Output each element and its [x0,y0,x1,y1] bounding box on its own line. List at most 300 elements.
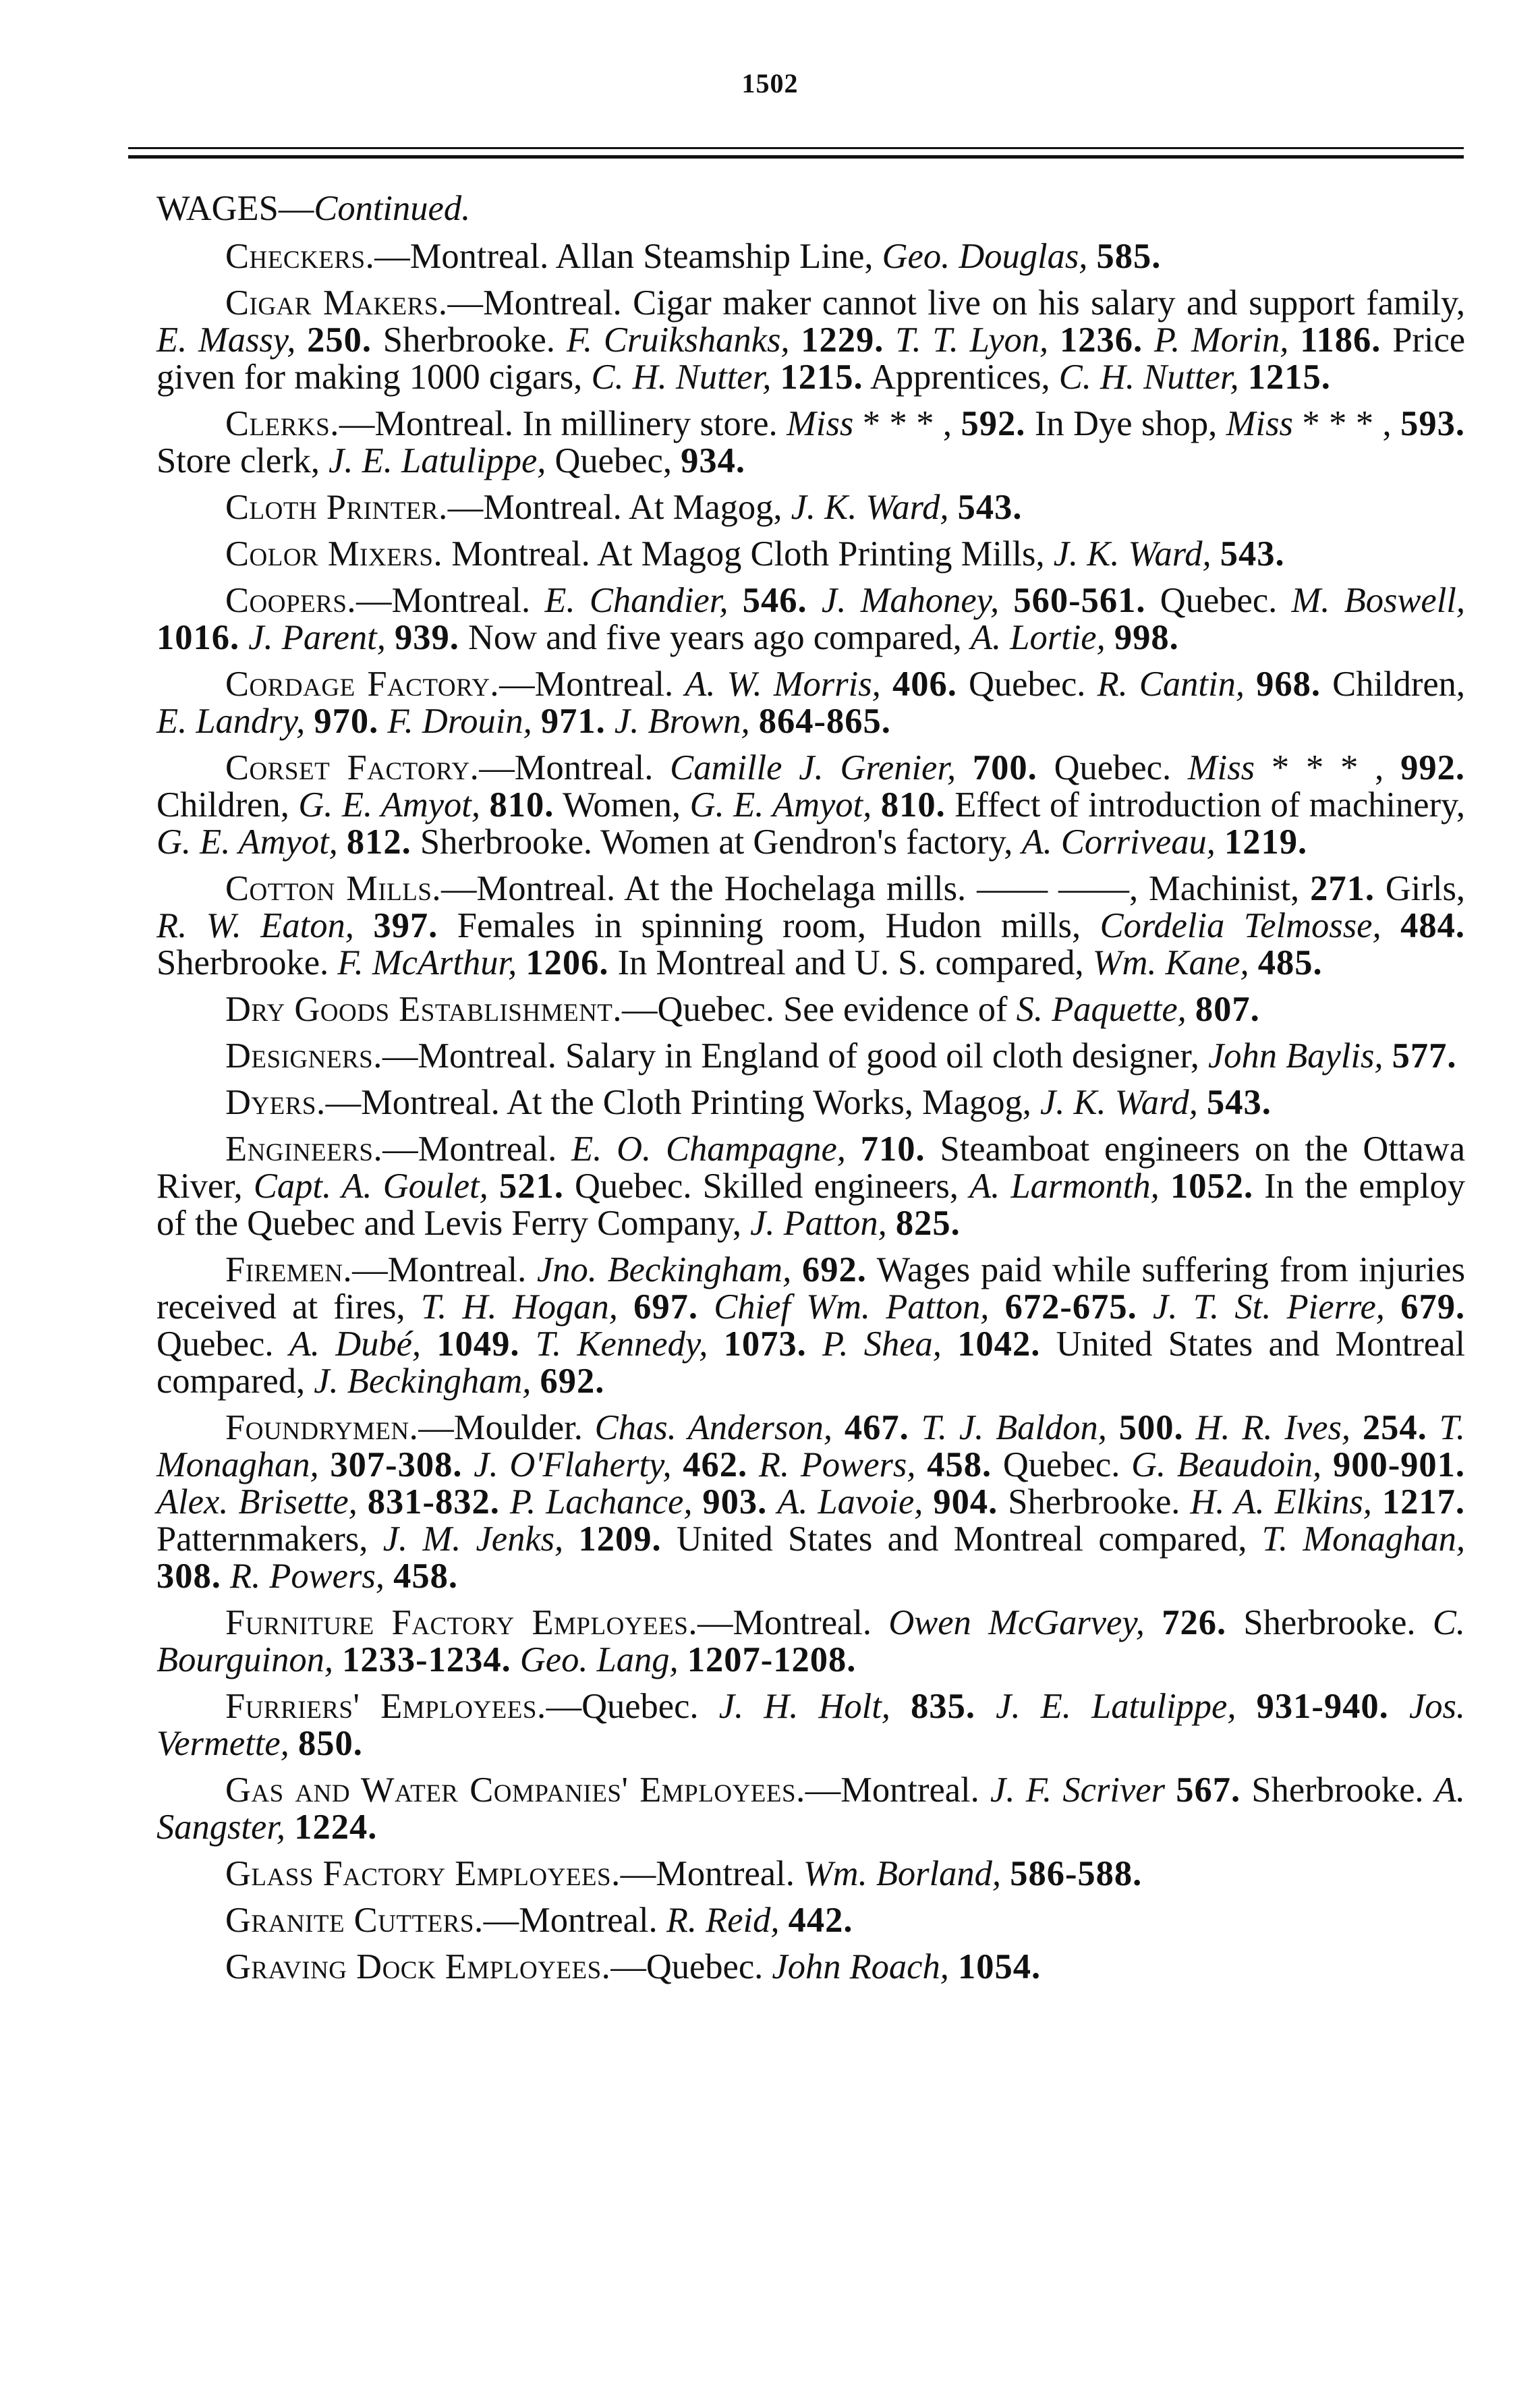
entry-text [999,581,1013,620]
entry-text [1165,1770,1176,1810]
page-reference: 593. [1400,404,1466,443]
witness-name: C. H. Nutter, [1058,358,1239,397]
index-entry-color-mixers [156,536,1465,573]
entry-text [791,1250,802,1289]
index-entry-glass-factory [156,1856,1465,1893]
entry-text: Now and five years ago compared, [459,618,971,657]
witness-name: P. Shea, [822,1325,942,1364]
entry-text: —Moulder. [418,1408,595,1447]
page-reference: 831-832. [367,1482,500,1522]
index-entry-gas-water [156,1772,1465,1846]
entry-text: Females in spinning room, Hudon mills, [438,906,1100,945]
entry-text [1236,1687,1256,1726]
entry-text [1107,1408,1119,1447]
entry-text [285,1808,294,1847]
page-reference: 1233-1234. [342,1640,511,1679]
entry-text [807,1325,822,1364]
witness-name: A. Sangster, [156,1770,1465,1847]
entry-text [916,1445,928,1484]
entry-text: Children, [156,785,299,825]
entry-text [386,618,395,657]
entry-text [563,1519,578,1559]
page-reference: 1224. [294,1808,378,1847]
witness-name: J. K. Ward, [791,488,949,527]
entry-text: Sherbrooke. [156,943,338,982]
page-reference: 807. [1195,990,1260,1029]
page-reference: 1217. [1381,1482,1466,1522]
category-heading: Cloth Printer. [225,488,448,527]
page-reference: 692. [540,1362,605,1401]
entry-text [289,1724,298,1763]
entry-text [517,943,525,982]
witness-name: Capt. A. Goulet, [253,1167,488,1206]
entry-text [767,1482,777,1522]
index-entry-dry-goods [156,991,1465,1028]
page-reference: 546. [742,581,807,620]
entry-text [1245,665,1256,704]
entry-text: Quebec. [1145,581,1292,620]
index-entry-engineers [156,1131,1465,1242]
entry-text [606,702,615,741]
entry-text: —Montreal. [356,581,545,620]
witness-name: F. Cruikshanks, [566,320,790,360]
page-reference: 585. [1096,237,1162,276]
page-reference: 904. [933,1482,998,1522]
witness-name: J. K. Ward, [1039,1083,1198,1122]
index-entry-corset-factory [156,750,1465,861]
witness-name: T. Kennedy, [535,1325,708,1364]
category-heading: Dyers. [225,1083,326,1122]
witness-name: H. A. Elkins, [1190,1482,1372,1522]
entry-text: Patternmakers, [156,1519,383,1559]
index-entry-foundrymen [156,1410,1465,1595]
entry-text: —Montreal. At Magog, [447,488,791,527]
witness-name: John Roach, [772,1947,949,1986]
page-reference: 970. [314,702,379,741]
header-rule-bottom [128,155,1464,159]
entry-text: —Quebec. [610,1947,772,1986]
page-reference: 1209. [578,1519,662,1559]
entry-text: * * * , [1292,404,1401,443]
witness-name: G. Beaudoin, [1131,1445,1322,1484]
entry-text [1187,990,1195,1029]
entry-text: Quebec. [1037,748,1188,787]
witness-name: C. Bourguinon, [156,1603,1465,1679]
entry-text [1216,822,1224,862]
page-reference: 543. [1206,1083,1272,1122]
page-reference: 903. [702,1482,768,1522]
page-reference: 697. [633,1287,698,1327]
entry-text [790,320,801,360]
entry-text: In the employ of the Quebec and Levis Ferry Company, [156,1167,1466,1243]
page-reference: 1042. [957,1325,1041,1364]
entry-text: —Montreal. [479,748,671,787]
witness-name: Geo. Lang, [519,1640,679,1679]
page-reference: 485. [1257,943,1323,982]
witness-name: J. Mahoney, [821,581,1000,620]
entry-text: —Montreal. [483,1901,666,1940]
page-reference: 1229. [801,320,884,360]
witness-name: J. H. Holt, [718,1687,890,1726]
witness-name: H. R. Ives, [1195,1408,1351,1447]
witness-name: J. K. Ward, [1053,534,1211,574]
entry-text: * * * , [1255,748,1401,787]
entry-text: Quebec. [156,1325,289,1364]
page-reference: 998. [1114,618,1179,657]
entry-text [771,358,780,397]
witness-name: J. Brown, [614,702,750,741]
entry-text: Children, [1321,665,1465,704]
entry-text: Steamboat engineers on the Ottawa River, [156,1130,1465,1206]
witness-name: Owen McGarvey, [888,1603,1145,1642]
entry-text [1239,358,1248,397]
entry-text: —Montreal. Allan Steamship Line, [374,237,882,276]
witness-name: Camille J. Grenier, [670,748,957,787]
entry-text [909,1408,921,1447]
witness-name: R. Powers, [230,1557,384,1596]
witness-name: F. Drouin, [387,702,532,741]
entry-text: Price given for making 1000 cigars, [156,320,1466,397]
page-reference: 968. [1256,665,1321,704]
entry-text [923,1482,933,1522]
entry-text: In Dye shop, [1025,404,1226,443]
page-reference: 543. [957,488,1023,527]
index-content [156,190,1465,1995]
page-number: 1502 [741,68,799,99]
entry-text [708,1325,723,1364]
witness-name: J. O'Flaherty, [474,1445,672,1484]
page-reference: 458. [393,1557,458,1596]
category-heading: Engineers. [225,1130,383,1169]
entry-text [1198,1083,1207,1122]
entry-text [384,1557,393,1596]
entry-text [1381,906,1401,945]
witness-name: Alex. Brisette, [156,1482,358,1522]
page-reference: 971. [540,702,606,741]
index-entry-cotton-mills [156,870,1465,982]
witness-name: C. H. Nutter, [591,358,772,397]
page-reference: 850. [297,1724,363,1763]
entry-text [1106,618,1114,657]
page-reference: 700. [972,748,1037,787]
witness-name: Cordelia Telmosse, [1100,906,1381,945]
page-reference: 592. [961,404,1026,443]
entry-text [1288,320,1300,360]
entry-text [519,1325,535,1364]
index-entry-cloth-printer [156,489,1465,526]
page-reference: 726. [1162,1603,1227,1642]
entry-text [832,1408,845,1447]
page-reference: 442. [788,1901,853,1940]
category-heading: Clerks. [225,404,339,443]
entry-text [881,665,892,704]
page-reference: 462. [683,1445,748,1484]
entry-text [532,702,541,741]
page-reference: 1054. [957,1947,1042,1986]
page-reference: 484. [1400,906,1465,945]
entry-text [887,1204,896,1243]
entry-text: Sherbrooke. [1240,1770,1435,1810]
witness-name: E. Landry, [156,702,306,741]
page-reference: 406. [892,665,957,704]
entry-text [358,1482,368,1522]
page-reference: 1052. [1170,1167,1254,1206]
witness-name: P. Lachance, [509,1482,693,1522]
entry-text: Sherbrooke. Women at Gendron's factory, [411,822,1022,862]
category-heading: Firemen. [225,1250,353,1289]
entry-text [1184,1408,1196,1447]
witness-name: Chief Wm. Patton, [714,1287,990,1327]
category-heading: Foundrymen. [225,1408,419,1447]
witness-name: J. Parent, [248,618,386,657]
entry-text [305,702,314,741]
index-entry-designers [156,1038,1465,1075]
entry-text [462,1445,474,1484]
witness-name: E. Massy, [156,320,296,360]
page-reference: 1016. [156,618,240,657]
entry-text [890,1687,911,1726]
category-heading: Furniture Factory Employees. [225,1603,697,1642]
witness-name: Wm. Kane, [1092,943,1249,982]
entry-text [1372,1482,1382,1522]
entry-text [239,618,248,657]
witness-name: A. Lortie, [970,618,1106,657]
entry-text [511,1640,520,1679]
index-entry-clerks [156,406,1465,480]
page-reference: 679. [1400,1287,1466,1327]
category-heading: Cigar Makers. [225,283,448,323]
witness-name: R. Cantin, [1097,665,1245,704]
entry-text [531,1362,540,1401]
page-reference: 577. [1392,1036,1457,1076]
entry-text [1160,1167,1170,1206]
entry-text [1389,1687,1409,1726]
entry-text: Effect of introduction of machinery, [945,785,1466,825]
entry-text: In Montreal and U. S. compared, [608,943,1093,982]
page-reference: 500. [1118,1408,1184,1447]
entry-text: United States and Montreal compared, [156,1325,1465,1401]
category-heading: Color Mixers. [225,534,443,574]
section-heading-title: WAGES— [156,189,314,228]
page-reference: 254. [1362,1408,1427,1447]
entry-text [750,702,759,741]
entry-text: —Montreal. [499,665,685,704]
witness-name: J. F. Scriver [990,1770,1165,1810]
entry-text [333,1640,342,1679]
page-reference: 825. [895,1204,961,1243]
witness-name: A. W. Morris, [685,665,881,704]
entry-text [884,320,895,360]
category-heading: Corset Factory. [225,748,480,787]
entry-text: Wages paid while suffering from injuries received at fires, [156,1250,1465,1327]
entry-text: —Montreal. At the Hochelaga mills. —— ——, Machinist, [441,869,1311,908]
entry-text [354,906,374,945]
entry-text: Quebec, [546,441,681,480]
category-heading: Granite Cutters. [225,1901,484,1940]
entry-text [975,1687,996,1726]
entry-text [1385,1287,1400,1327]
section-heading [156,190,1465,227]
entry-text [989,1287,1004,1327]
entry-list [156,238,1465,1986]
entry-text: United States and Montreal compared, [661,1519,1262,1559]
page-reference: 864-865. [758,702,891,741]
page-reference: 467. [844,1408,909,1447]
page-reference: 458. [927,1445,992,1484]
witness-name: A. Corriveau, [1021,822,1216,862]
entry-text: Quebec. [992,1445,1132,1484]
page-reference: 543. [1220,534,1285,574]
index-entry-graving-dock [156,1949,1465,1986]
page-reference: 1236. [1059,320,1143,360]
witness-name: J. Patton, [750,1204,887,1243]
index-entry-furriers [156,1688,1465,1762]
witness-name: T. H. Hogan, [420,1287,618,1327]
witness-name: G. E. Amyot, [156,822,338,862]
entry-text [1384,1036,1392,1076]
witness-name: J. M. Jenks, [382,1519,564,1559]
entry-text: —Montreal. At the Cloth Printing Works, Magog, [325,1083,1040,1122]
witness-name: R. Powers, [758,1445,916,1484]
witness-name: T. Monaghan, [1261,1519,1465,1559]
page-reference: 397. [373,906,438,945]
entry-text [1249,943,1258,982]
category-heading: Cotton Mills. [225,869,442,908]
entry-text [1137,1287,1153,1327]
witness-name: Miss [1226,404,1293,443]
entry-text [378,702,387,741]
page-reference: 900-901. [1332,1445,1466,1484]
page-reference: 271. [1310,869,1375,908]
entry-text [500,1482,510,1522]
entry-text: —Quebec. See evidence of [622,990,1017,1029]
entry-text [846,1130,861,1169]
witness-name: John Baylis, [1207,1036,1384,1076]
witness-name: Jno. Beckingham, [536,1250,792,1289]
witness-name: T. T. Lyon, [895,320,1049,360]
witness-name: J. E. Latulippe, [329,441,546,480]
entry-text [1211,534,1220,574]
entry-text [1145,1603,1162,1642]
page-reference: 835. [911,1687,975,1726]
entry-text: —Montreal. In millinery store. [339,404,787,443]
page-reference: 992. [1400,748,1465,787]
page-reference: 1215. [780,358,863,397]
entry-text [1087,237,1096,276]
witness-name: J. E. Latulippe, [996,1687,1236,1726]
entry-text [698,1287,714,1327]
entry-text: Sherbrooke. [1226,1603,1433,1642]
entry-text [618,1287,633,1327]
witness-name: F. McArthur, [337,943,517,982]
page-reference: 672-675. [1004,1287,1137,1327]
entry-text [779,1901,788,1940]
page-reference: 1215. [1247,358,1331,397]
witness-name: A. Dubé, [289,1325,422,1364]
index-entry-furniture-factory [156,1605,1465,1679]
index-entry-coopers [156,582,1465,657]
page-reference: 1207-1208. [687,1640,857,1679]
entry-text [1427,1408,1439,1447]
witness-name: A. Lavoie, [777,1482,923,1522]
entry-text [1350,1408,1363,1447]
category-heading: Checkers. [225,237,375,276]
entry-text [942,1325,957,1364]
entry-text [295,320,307,360]
witness-name: E. Chandier, [544,581,729,620]
witness-name: J. Beckingham, [314,1362,532,1401]
entry-text: —Montreal. [352,1250,537,1289]
page-reference: 1219. [1224,822,1308,862]
entry-text [872,785,881,825]
witness-name: Miss [787,404,854,443]
witness-name: Chas. Anderson, [594,1408,832,1447]
page-reference: 567. [1176,1770,1241,1810]
entry-text [1321,1445,1333,1484]
section-heading-continued: Continued. [314,189,471,228]
page-reference: 939. [395,618,459,657]
index-entry-cigar-makers [156,285,1465,396]
entry-text [747,1445,759,1484]
page-reference: 1049. [436,1325,520,1364]
entry-text: —Montreal. [382,1130,572,1169]
entry-text [692,1482,702,1522]
category-heading: Designers. [225,1036,382,1076]
witness-name: S. Paquette, [1016,990,1187,1029]
witness-name: E. O. Champagne, [571,1130,846,1169]
entry-text: Quebec. [957,665,1097,704]
header-rule-top [128,147,1464,149]
entry-text: —Montreal. [805,1770,991,1810]
category-heading: Glass Factory Employees. [225,1854,621,1893]
witness-name: R. Reid, [666,1901,780,1940]
entry-text: —Montreal. [620,1854,803,1893]
page-reference: 308. [156,1557,221,1596]
entry-text [679,1640,687,1679]
entry-text: —Quebec. [546,1687,719,1726]
entry-text: —Montreal. Cigar maker cannot live on his salary and support family, [447,283,1466,323]
entry-text [728,581,742,620]
witness-name: Jos. Vermette, [156,1687,1466,1763]
entry-text: Girls, [1374,869,1466,908]
page-reference: 934. [681,441,745,480]
witness-name: P. Morin, [1153,320,1289,360]
page-reference: 1073. [723,1325,807,1364]
witness-name: T. Monaghan, [156,1408,1466,1484]
category-heading: Dry Goods Establishment. [225,990,623,1029]
category-heading: Graving Dock Employees. [225,1947,611,1986]
page-reference: 692. [801,1250,867,1289]
entry-text: Sherbrooke. [998,1482,1191,1522]
category-heading: Coopers. [225,581,357,620]
entry-text [672,1445,683,1484]
entry-text [480,785,490,825]
witness-name: A. Larmonth, [969,1167,1160,1206]
category-heading: Gas and Water Companies' Employees. [225,1770,805,1810]
entry-text: Sherbrooke. [372,320,567,360]
entry-text [338,822,347,862]
witness-name: Miss [1187,748,1255,787]
index-entry-dyers [156,1084,1465,1121]
page-reference: 710. [860,1130,925,1169]
category-heading: Furriers' Employees. [225,1687,546,1726]
witness-name: Wm. Borland, [803,1854,1002,1893]
entry-text: —Montreal. Salary in England of good oil cloth designer, [382,1036,1208,1076]
entry-text [1143,320,1154,360]
entry-text [948,488,957,527]
entry-text: Women, [554,785,690,825]
entry-text: Apprentices, [863,358,1059,397]
